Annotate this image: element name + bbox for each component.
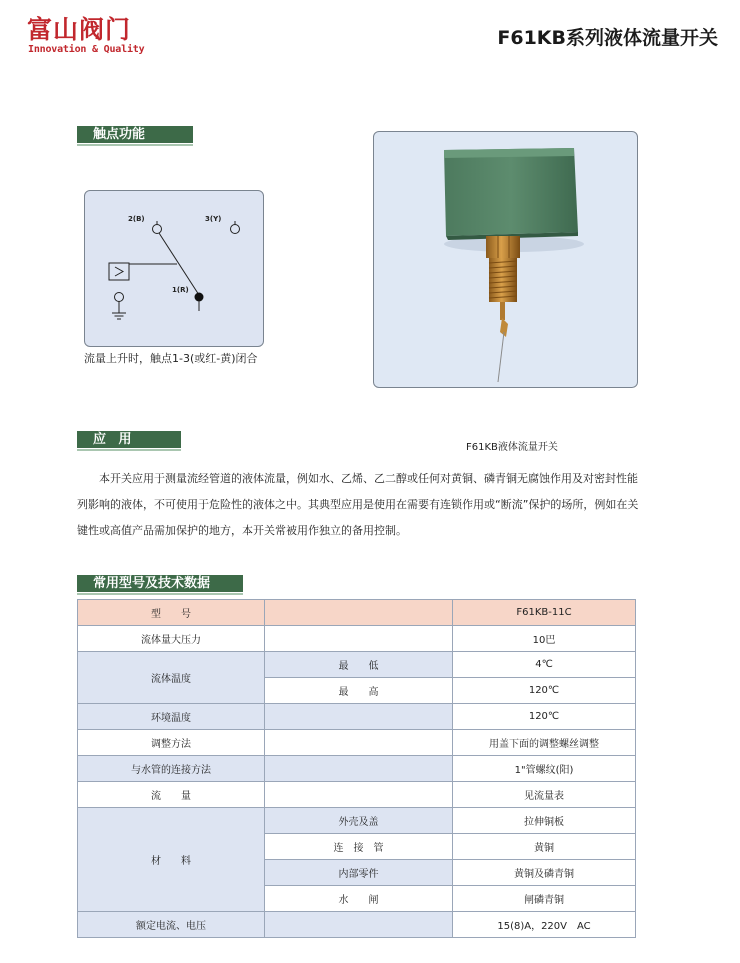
contact-label-2: 2(B) xyxy=(128,215,145,223)
diagram-caption: 流量上升时，触点1-3(或红-黄)闭合 xyxy=(84,352,258,365)
spec-empty-cell xyxy=(265,730,453,756)
spec-label-adjust: 调整方法 xyxy=(78,730,265,756)
switch-schematic-icon xyxy=(85,191,263,346)
spec-sublabel-gate: 水 闸 xyxy=(265,886,453,912)
table-row xyxy=(78,704,636,730)
section-label-application: 应 用 xyxy=(77,431,181,448)
product-photo xyxy=(373,131,638,388)
spec-sublabel-min: 最 低 xyxy=(265,652,453,678)
section-label-contact: 触点功能 xyxy=(77,126,193,143)
contact-diagram xyxy=(84,190,264,347)
application-paragraph: 本开关应用于测量流经管道的液体流量，例如水、乙烯、乙二醇或任何对黄铜、磷青铜无腐蚀作用及对密封性能列影响的液体，不可使用于危险性的液体之中。其典型应用是使用在需要有连锁作用或“断流”保护的场所，例如在关键性或高值产品需加保护的地方，本开关常被用作独立的备用控制。 xyxy=(77,472,639,537)
spec-empty-cell xyxy=(265,912,453,938)
spec-label-pipe: 与水管的连接方法 xyxy=(78,756,265,782)
spec-value-housing: 拉伸铜板 xyxy=(453,808,636,834)
spec-sublabel-housing: 外壳及盖 xyxy=(265,808,453,834)
contact-label-3: 3(Y) xyxy=(205,215,222,223)
brand-logo-cn: 富山阀门 xyxy=(27,15,132,44)
spec-value-max: 120℃ xyxy=(453,678,636,704)
spec-value-pressure: 10巴 xyxy=(453,626,636,652)
brand-slogan: Innovation & Quality xyxy=(28,44,145,55)
table-row xyxy=(78,652,636,678)
spec-value-rating: 15(8)A，220V AC xyxy=(453,912,636,938)
spec-sublabel-internal: 内部零件 xyxy=(265,860,453,886)
spec-label-ambient: 环境温度 xyxy=(78,704,265,730)
spec-label-model: 型 号 xyxy=(78,600,265,626)
spec-sublabel-connector: 连 接 管 xyxy=(265,834,453,860)
spec-value-internal: 黄铜及磷青铜 xyxy=(453,860,636,886)
spec-label-rating: 额定电流、电压 xyxy=(78,912,265,938)
table-row xyxy=(78,782,636,808)
table-row xyxy=(78,808,636,834)
spec-empty-cell xyxy=(265,756,453,782)
spec-table xyxy=(77,599,636,938)
table-row xyxy=(78,600,636,626)
spec-label-pressure: 流体量大压力 xyxy=(78,626,265,652)
spec-value-gate: 闸磷青铜 xyxy=(453,886,636,912)
spec-sublabel-max: 最 高 xyxy=(265,678,453,704)
table-row xyxy=(78,626,636,652)
spec-label-fluid-temp: 流体温度 xyxy=(78,652,265,704)
spec-value-model: F61KB-11C xyxy=(453,600,636,626)
spec-empty-cell xyxy=(265,782,453,808)
page-title: F61KB系列液体流量开关 xyxy=(497,27,718,49)
spec-empty-cell xyxy=(265,626,453,652)
photo-caption: F61KB液体流量开关 xyxy=(466,442,558,453)
table-row xyxy=(78,756,636,782)
contact-label-1: 1(R) xyxy=(172,286,189,294)
spec-value-flow: 见流量表 xyxy=(453,782,636,808)
spec-value-ambient: 120℃ xyxy=(453,704,636,730)
spec-empty-cell xyxy=(265,600,453,626)
flow-switch-illustration-icon xyxy=(374,132,637,387)
spec-label-flow: 流 量 xyxy=(78,782,265,808)
table-row xyxy=(78,912,636,938)
section-label-specs: 常用型号及技术数据 xyxy=(77,575,243,592)
spec-empty-cell xyxy=(265,704,453,730)
table-row xyxy=(78,730,636,756)
spec-label-material: 材 料 xyxy=(78,808,265,912)
spec-value-min: 4℃ xyxy=(453,652,636,678)
spec-value-connector: 黄铜 xyxy=(453,834,636,860)
spec-value-pipe: 1"管螺纹(阳) xyxy=(453,756,636,782)
spec-value-adjust: 用盖下面的调整螺丝调整 xyxy=(453,730,636,756)
